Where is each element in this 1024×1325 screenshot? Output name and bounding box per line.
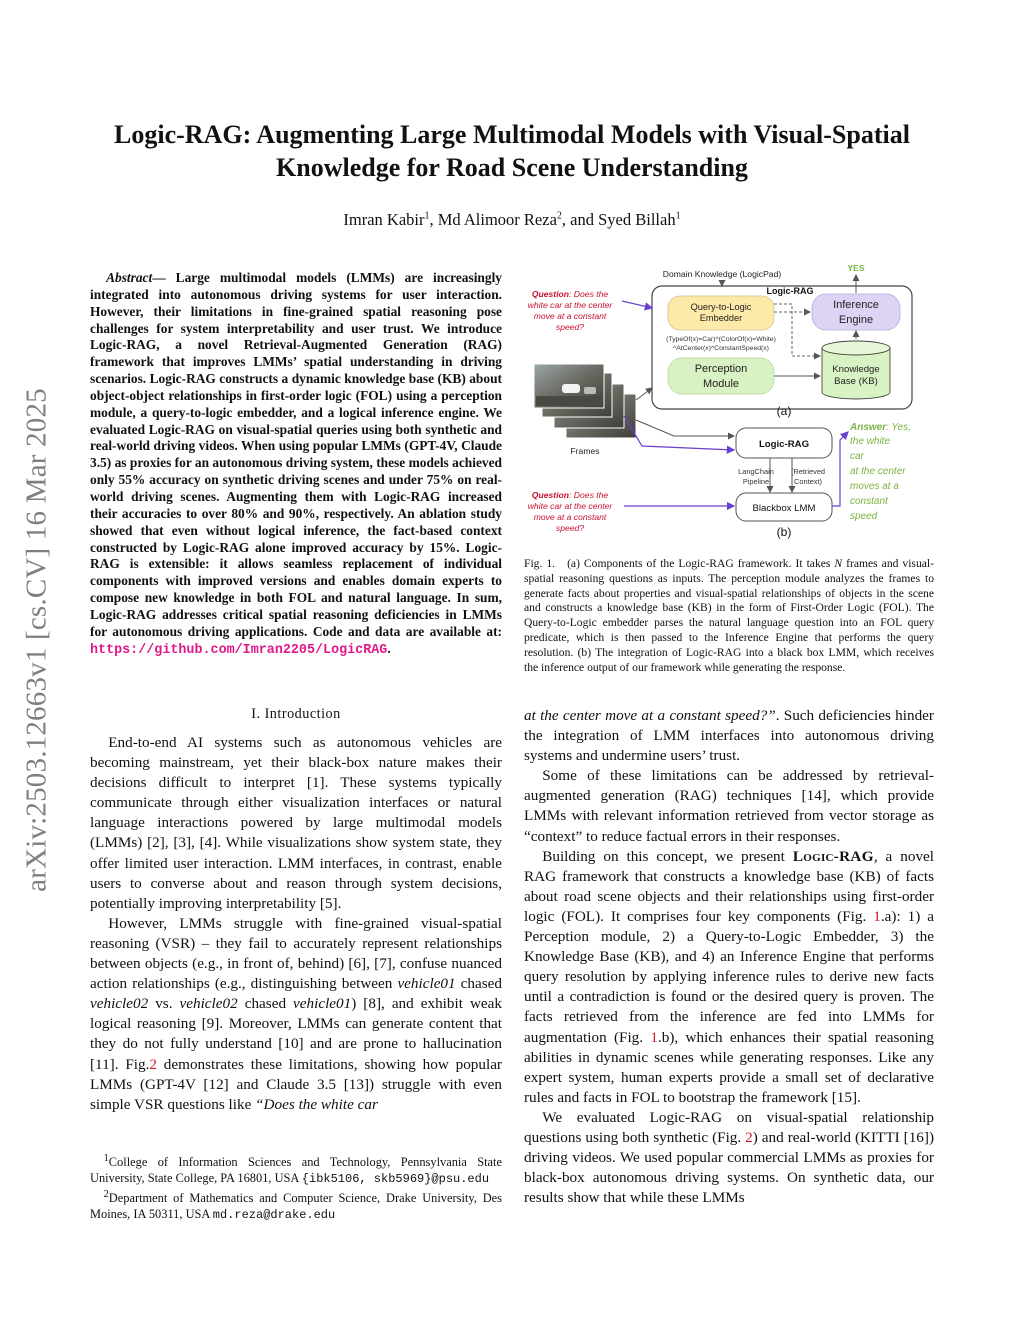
logic-rag-label: Logic-RAG (766, 286, 814, 296)
svg-text:constant: constant (850, 496, 888, 507)
author-affiliation-mark: 2 (556, 210, 562, 222)
svg-text:speed: speed (850, 511, 878, 522)
svg-text:Embedder: Embedder (699, 313, 743, 323)
video-frames-stack (534, 364, 636, 438)
svg-text:move at a constant: move at a constant (533, 512, 607, 522)
svg-text:Perception: Perception (694, 363, 748, 375)
paragraph: Some of these limitations can be addressed by retrieval-augmented generation (RAG) techniques [14], which provide LMMs with relevant information retrieved from vector storage as “context” to reduce factual errors in their responses. (524, 767, 934, 845)
arrow (636, 388, 652, 400)
svg-text:at the center: at the center (850, 466, 906, 477)
svg-text:moves at a: moves at a (850, 481, 899, 492)
answer-callout (849, 422, 911, 522)
title-line-1: Logic-RAG: Augmenting Large Multimodal Models with Visual-Spatial (114, 120, 910, 149)
section-heading-introduction: I. Introduction (251, 706, 341, 722)
author-affiliation-mark: 1 (424, 210, 430, 222)
arrow (624, 416, 734, 450)
svg-text:Module: Module (702, 378, 740, 390)
svg-text:Knowledge: Knowledge (832, 364, 880, 375)
question-callout-bottom (528, 490, 614, 533)
svg-text:white car at the center: white car at the center (527, 501, 613, 511)
svg-text:Base (KB): Base (KB) (834, 376, 878, 387)
footnote-2: $^2$Department of Mathematics and Computer Science, Drake University, Des Moines, IA 50311, USA md.reza@drake.edu (90, 1189, 502, 1223)
figure-reference-link[interactable]: 1 (873, 907, 881, 925)
arrow (622, 301, 652, 308)
langchain-pipeline-label: LangChain (738, 467, 774, 476)
figure-1-caption: Fig. 1. (a) Components of the Logic-RAG framework. It takes N frames and visual-spatial reasoning questions as inputs. The perception module analyzes the frames to generate facts about properties and visual-spatial relationships of objects in the scene and constructs a knowledge base (KB) in the form of First-Order Logic (FOL). The Query-to-Logic embedder parses the natural language question into an FOL query predicate, which is then passed to the Inference Engine that performs the query resolution. (b) The integration of Logic-RAG into a black box LMM, which receives the inference output of our framework while generating the response. (524, 557, 934, 674)
author-list: Imran Kabir$^1$, Md Alimoor Reza$^2$, and Syed Billah$^1$ (343, 210, 681, 229)
retrieved-context-label: (Retrieved (790, 467, 826, 476)
title-line-2: Knowledge for Road Scene Understanding (276, 153, 748, 182)
arxiv-identifier: arXiv:2503.12663v1 [cs.CV] 16 Mar 2025 (20, 388, 53, 892)
author-name: Imran Kabir (343, 210, 425, 229)
svg-text:Inference: Inference (833, 299, 879, 311)
paragraph: We evaluated Logic-RAG on visual-spatial relationship questions using both synthetic (Fig. 2) and real-world (KITTI [16]) driving videos. We used popular commercial LMMs as proxies for black-box autonomous driving systems. On synthetic data, our results show that while these LMMs (524, 1108, 935, 1207)
knowledge-base-cylinder (822, 341, 890, 399)
svg-text:Engine: Engine (838, 314, 874, 326)
svg-text:Pipeline: Pipeline (742, 477, 770, 486)
frames-label: Frames (570, 446, 600, 456)
svg-text:Question: Does the: Question: Does the (531, 289, 609, 299)
paragraph: End-to-end AI systems such as autonomous vehicles are becoming mainstream, yet their black-box nature makes their decisions difficult to interpret [1]. These systems typically communicate through either visualization interfaces or natural language interactions powered by large multimodal models (LMMs) [2], [3], [4]. While visualizations show system state, they offer limited user interaction. LMM interfaces, in contrast, enable users to converse about and reason through system decisions, potentially improving interpretability [5]. (90, 734, 502, 912)
author-affiliation-mark: 1 (675, 210, 681, 222)
svg-text:move at a constant: move at a constant (533, 311, 607, 321)
intro-left-column (90, 733, 502, 1115)
figure-caption-lead: Fig. 1. (524, 557, 556, 570)
figure-1-diagram (524, 260, 936, 550)
yes-label: YES (847, 263, 865, 273)
paper-title (80, 118, 944, 184)
author-name: Syed Billah (598, 210, 676, 229)
paragraph: Building on this concept, we present Logic-RAG, a novel RAG framework that constructs a knowledge base (KB) of facts about road scene objects and their relationships using first-order logic (FOL). It comprises four key components (Fig. 1.a): 1) a Perception module, 2) a Query-to-Logic Embedder, 3) the Knowledge Base (KB), and 4) an Inference Engine that performs query resolution by applying inference rules to derive new facts until a contradiction is found or the desired query is proven. The facts retrieved from the inference are fed into LMMs for augmentation (Fig. 1.b), which enhances their spatial reasoning abilities in dynamic scenes while generating responses. Like any expert system, human experts provide a small set of declarative rules and facts in FOL to bootstrap the framework [15]. (524, 847, 934, 1106)
paragraph: However, LMMs struggle with fine-grained visual-spatial reasoning (VSR) – they fail to accurately represent relationships between objects (e.g., in front of, behind) [6], [7], confuse nuanced action relationships (e.g., distinguishing between vehicle01 chased vehicle02 vs. vehicle02 chased vehicle01) [8], and exhibit weak logical reasoning [9]. Moreover, LMMs can generate content that they do not fully understand [10] and are prone to hallucination [11]. Fig.2 demonstrates these limitations, showing how popular LMMs (GPT-4V [12] and Claude 3.5 [13]) struggle with even simple VSR questions like “Does the white car (90, 914, 502, 1113)
svg-text:white car at the center: white car at the center (527, 300, 613, 310)
svg-text:Logic-RAG: Logic-RAG (758, 439, 810, 450)
framework-name: Logic-RAG (792, 847, 874, 865)
figure-reference-link[interactable]: 2 (745, 1128, 753, 1146)
svg-text:speed?: speed? (555, 322, 585, 332)
arrow (832, 432, 848, 506)
svg-text:Answer: Yes,: Answer: Yes, (850, 422, 911, 433)
abstract: Abstract— Large multimodal models (LMMs) are increasingly integrated into autonomous driving systems for user interaction. However, their limitations in fine-grained spatial reasoning pose challenges for system interpretability and user trust. We introduce Logic-RAG, a novel Retrieval-Augmented Generation (RAG) framework that improves LMMs’ spatial understanding in driving scenarios. Logic-RAG constructs a dynamic knowledge base (KB) about object-object relationships in first-order logic (FOL) using a perception module, a query-to-logic embedder, and a logical inference engine. We evaluated Logic-RAG on visual-spatial queries using both synthetic and real-world driving videos. When using popular LMMs (GPT-4V, Claude 3.5) as proxies for an autonomous driving system, these models achieved only 55% accuracy on synthetic driving scenes and under 75% on real-world driving scenes. Augmenting them with Logic-RAG increased their accuracies to over 80% and 90%, respectively. An ablation study showed that even without logical inference, the fact-based context constructed by Logic-RAG alone improved accuracy by 15%. Logic-RAG is extensible: it allows seamless replacement of individual components with improved versions and enables domain experts to compose new knowledge in both FOL and natural language. In sum, Logic-RAG addresses critical spatial reasoning deficiencies in LMMs for autonomous driving applications. Code and data are available at: https://github.com/Imran2205/LogicRAG. (90, 270, 502, 658)
domain-knowledge-label: Domain Knowledge (LogicPad) (662, 269, 782, 279)
question-callout-top (528, 289, 614, 332)
code-link[interactable]: https://github.com/Imran2205/LogicRAG (90, 642, 388, 658)
svg-text:car: car (850, 451, 864, 462)
footnote-1: $^1$College of Information Sciences and Technology, Pennsylvania State University, State College, PA 16801, USA {ibk5106, skb5969}@psu.edu (90, 1153, 502, 1186)
subfigure-b-label: (b) (776, 525, 792, 539)
figure-reference-link[interactable]: 1 (650, 1028, 658, 1046)
paragraph: at the center move at a constant speed?”. Such deficiencies hinder the integration of LMM interfaces into autonomous driving systems and undermine users’ trust. (524, 707, 934, 765)
author-name: Md Alimoor Reza (437, 210, 557, 229)
svg-text:^AtCenter(x)^ConstantSpeed(x): ^AtCenter(x)^ConstantSpeed(x) (673, 345, 769, 352)
abstract-body: Large multimodal models (LMMs) are increasingly integrated into autonomous driving systems for user interaction. However, their limitations in fine-grained spatial reasoning pose challenges for system interpretability and user trust. We introduce Logic-RAG, a novel Retrieval-Augmented Generation (RAG) framework that improves LMMs’ spatial understanding in driving scenarios. Logic-RAG constructs a dynamic knowledge base (KB) about object-object relationships in first-order logic (FOL) using a perception module, a query-to-logic embedder, and a logical inference engine. We evaluated Logic-RAG on visual-spatial queries using both synthetic and real-world driving videos. When using popular LMMs (GPT-4V, Claude 3.5) as proxies for an autonomous driving system, these models achieved only 55% accuracy on synthetic driving scenes and under 75% on real-world driving scenes. Augmenting them with Logic-RAG increased their accuracies to over 80% and 90%, respectively. An ablation study showed that even without logical inference, the fact-based context constructed by Logic-RAG alone improved accuracy by 15%. Logic-RAG is extensible: it allows seamless replacement of individual components with improved versions and enables domain experts to compose new knowledge in both FOL and natural language. In sum, Logic-RAG addresses critical spatial reasoning deficiencies in LMMs for autonomous driving applications. Code and data are available at: (90, 270, 502, 639)
abstract-lead: Abstract (106, 270, 153, 285)
svg-text:the white: the white (850, 436, 891, 447)
svg-text:speed?: speed? (555, 523, 585, 533)
email-address: md.reza@drake.edu (212, 1208, 336, 1223)
svg-text:Context): Context) (794, 477, 822, 486)
svg-text:Blackbox LMM: Blackbox LMM (752, 503, 816, 514)
footnotes (90, 1151, 502, 1224)
email-address: {ibk5106, skb5969}@psu.edu (301, 1171, 490, 1186)
figure-reference-link[interactable]: 2 (149, 1055, 157, 1073)
svg-text:Query-to-Logic: Query-to-Logic (690, 302, 752, 312)
arrow (636, 420, 734, 436)
svg-text:Question: Does the: Question: Does the (531, 490, 609, 500)
fol-query-predicate: (TypeOf(x)=Car)^(ColorOf(x)=White) (666, 336, 776, 343)
intro-right-column (524, 706, 934, 1208)
subfigure-a-label: (a) (776, 404, 792, 418)
